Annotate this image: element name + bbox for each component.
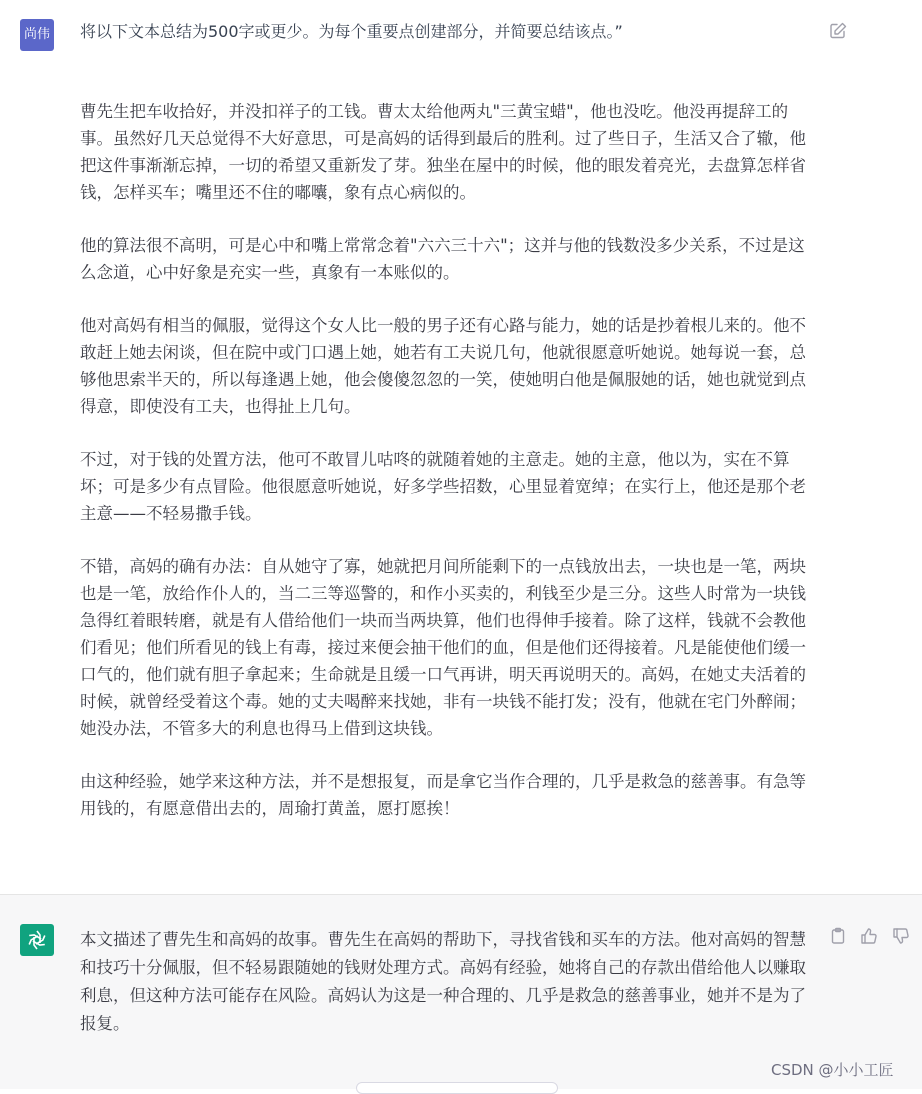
openai-logo-icon (25, 928, 49, 952)
user-prompt: 将以下文本总结为500字或更少。为每个重要点创建部分，并简要总结该点。” (80, 22, 623, 41)
user-paragraph: 他对高妈有相当的佩服，觉得这个女人比一般的男子还有心路与能力，她的话是抄着根儿来的。他不敢赶上她去闲谈，但在院中或门口遇上她，她若有工夫说几句，他就很愿意听她说。她每说一套，总够他思索半天的，所以每逢遇上她，他会傻傻忽忽的一笑，使她明白他是佩服她的话，她也就觉到点得意，即使没有工夫，也得扯上几句。 (80, 316, 806, 416)
edit-icon[interactable] (828, 21, 848, 41)
user-message-body (80, 98, 816, 848)
thumbs-down-icon[interactable] (892, 927, 910, 945)
regenerate-button-edge[interactable] (356, 1082, 558, 1094)
thumbs-up-icon[interactable] (860, 927, 878, 945)
watermark: CSDN @小小工匠 (771, 1061, 894, 1079)
response-actions (829, 927, 913, 947)
user-avatar-text: 尚伟 (23, 27, 50, 42)
user-paragraph: 由这种经验，她学来这种方法，并不是想报复，而是拿它当作合理的，几乎是救急的慈善事。有急等用钱的，有愿意借出去的，周瑜打黄盖，愿打愿挨！ (80, 772, 806, 818)
user-paragraph: 不过，对于钱的处置方法，他可不敢冒儿咕咚的就随着她的主意走。她的主意，他以为，实在不算坏；可是多少有点冒险。他很愿意听她说，好多学些招数，心里显着宽绰；在实行上，他还是那个老主意——不轻易撒手钱。 (80, 450, 806, 523)
assistant-avatar (20, 924, 54, 956)
clipboard-icon[interactable] (829, 927, 847, 945)
user-paragraph: 他的算法很不高明，可是心中和嘴上常常念着"六六三十六"；这并与他的钱数没多少关系，不过是这么念道，心中好象是充实一些，真象有一本账似的。 (80, 236, 805, 282)
user-avatar (20, 19, 54, 51)
user-paragraph: 不错，高妈的确有办法：自从她守了寡，她就把月间所能剩下的一点钱放出去，一块也是一笔，两块也是一笔，放给作仆人的，当二三等巡警的，和作小买卖的，利钱至少是三分。这些人时常为一块钱急得红着眼转磨，就是有人借给他们一块而当两块算，他们也得伸手接着。除了这样，钱就不会教他们看见；他们所看见的钱上有毒，接过来便会抽干他们的血，但是他们还得接着。凡是能使他们缓一口气的，他们就有胆子拿起来；生命就是且缓一口气再讲，明天再说明天的。高妈，在她丈夫活着的时候，就曾经受着这个毒。她的丈夫喝醉来找她，非有一块钱不能打发；没有，他就在宅门外醉闹；她没办法，不管多大的利息也得马上借到这块钱。 (80, 557, 806, 738)
user-paragraph: 曹先生把车收拾好，并没扣祥子的工钱。曹太太给他两丸"三黄宝蜡"，他也没吃。他没再提辞工的事。虽然好几天总觉得不大好意思，可是高妈的话得到最后的胜利。过了些日子，生活又合了辙，他把这件事渐渐忘掉，一切的希望又重新发了芽。独坐在屋中的时候，他的眼发着亮光，去盘算怎样省钱，怎样买车；嘴里还不住的嘟囔，象有点心病似的。 (80, 102, 806, 202)
assistant-response: 本文描述了曹先生和高妈的故事。曹先生在高妈的帮助下，寻找省钱和买车的方法。他对高妈的智慧和技巧十分佩服，但不轻易跟随她的钱财处理方式。高妈有经验，她将自己的存款出借给他人以赚取利息，但这种方法可能存在风险。高妈认为这是一种合理的、几乎是救急的慈善事业，她并不是为了报复。 (80, 930, 806, 1033)
